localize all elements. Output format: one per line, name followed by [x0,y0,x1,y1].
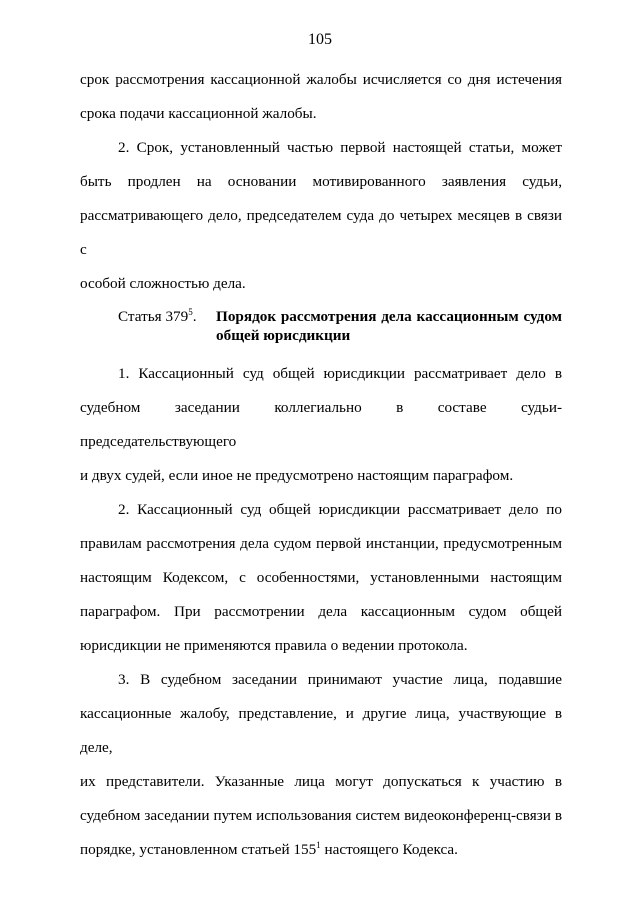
text-line: юрисдикции не применяются правила о ведении протокола. [80,637,468,654]
text-line: судебном заседании путем использования систем видеоконференц-связи в [80,807,562,824]
text-line: срок рассмотрения кассационной жалобы исчисляется со дня истечения [80,71,562,88]
paragraph-continuation [80,63,562,131]
text-line: 2. Кассационный суд общей юрисдикции рассматривает дело по [118,501,562,518]
text-line: правилам рассмотрения дела судом первой инстанции, предусмотренным [80,535,562,552]
page-number: 105 [308,31,332,48]
text-line: 1. Кассационный суд общей юрисдикции рассматривает дело в [118,365,562,382]
document-body [80,63,562,867]
article-label-prefix: Статья 379 [118,308,189,325]
text-line [80,841,458,858]
paragraph-item-2 [80,131,562,301]
text-line: кассационные жалобу, представление, и другие лица, участвующие в деле, [80,705,562,756]
article-title: Порядок рассмотрения дела кассационным судом общей юрисдикции [216,308,562,344]
article-heading [80,307,562,345]
superscript: 1 [316,840,321,850]
text-line: рассматривающего дело, председателем суда до четырех месяцев в связи с [80,207,562,258]
text-line: особой сложностью дела. [80,275,246,292]
text-line: параграфом. При рассмотрении дела кассационным судом общей [80,603,562,620]
text-line: судебном заседании коллегиально в составе судьи-председательствующего [80,399,562,450]
text-line: быть продлен на основании мотивированного заявления судьи, [80,173,562,190]
text-line: настоящим Кодексом, с особенностями, установленными настоящим [80,569,562,586]
article-paragraph-1 [80,357,562,493]
article-paragraph-3 [80,663,562,867]
text-line: их представители. Указанные лица могут допускаться к участию в [80,773,562,790]
article-label-suffix: . [192,308,197,325]
text-fragment: порядке, установленном статьей 155 [80,841,317,858]
article-label-superscript: 5 [188,307,193,317]
text-line: и двух судей, если иное не предусмотрено настоящим параграфом. [80,467,514,484]
text-line: срока подачи кассационной жалобы. [80,105,317,122]
article-paragraph-2 [80,493,562,663]
text-line: 3. В судебном заседании принимают участие лица, подавшие [118,671,562,688]
text-line: 2. Срок, установленный частью первой настоящей статьи, может [118,139,562,156]
text-fragment: настоящего Кодекса. [320,841,458,858]
article-number [80,307,216,345]
